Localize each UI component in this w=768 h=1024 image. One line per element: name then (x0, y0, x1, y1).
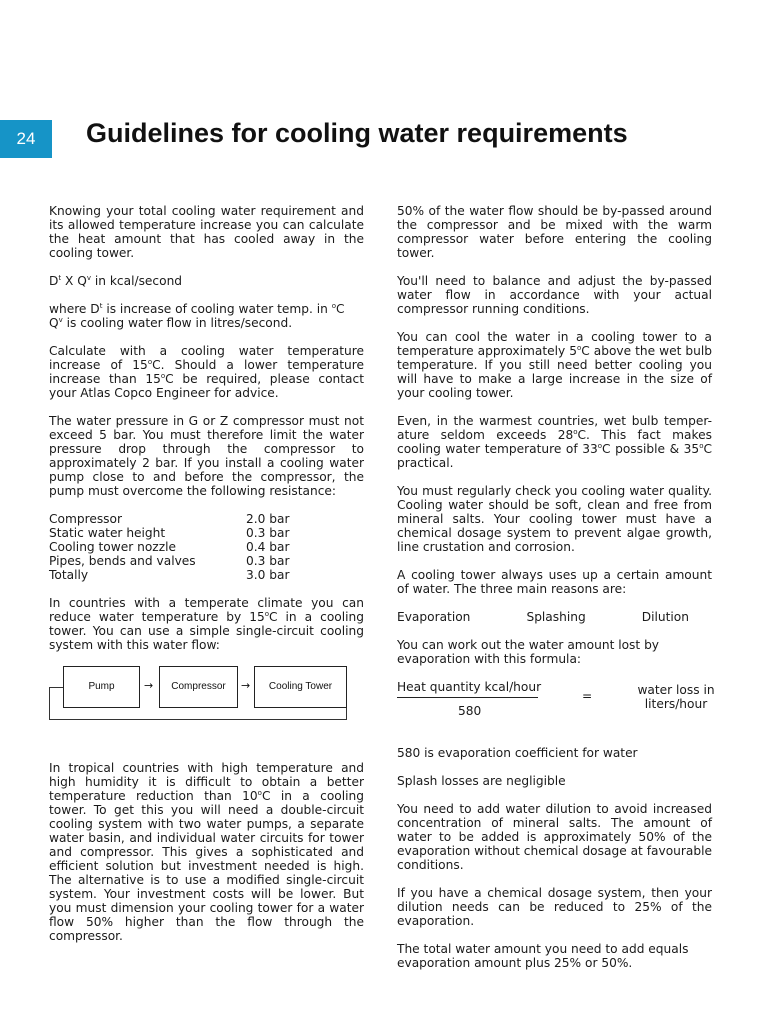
temperate-text-b: C in a cooling tower. You can use a simple single-circuit cooling system with this water flow: (49, 610, 364, 652)
degree-sup: o (264, 610, 270, 618)
calc-text-b: C. Should a lower temperature increase than 15 (49, 358, 365, 386)
evaporation-formula (397, 680, 715, 730)
where2-text-b: is cooling water flow in litres/second. (62, 316, 293, 330)
formula-sup-v: v (86, 274, 91, 282)
page-title: Guidelines for cooling water requirements (86, 118, 628, 148)
quality-paragraph: You must regularly check you cooling water quality. Cooling water should be soft, clean and free from mineral salts. Your cooling tower must have a chemical dosage system to prevent algae growth, line crustation and corrosion. (397, 484, 712, 554)
degree-sup: o (699, 442, 704, 450)
formula-result: water loss in liters/hour (637, 683, 715, 711)
wet-text-c: C possible & 35 (602, 442, 700, 456)
degree-sup: o (331, 302, 337, 310)
fraction-bar (397, 697, 538, 698)
resistance-name: Compressor (49, 512, 122, 526)
coefficient-note: 580 is evaporation coefficient for water (397, 746, 638, 760)
where-text-b: is increase of cooling water temp. in (102, 302, 332, 316)
table-row (49, 554, 289, 568)
temperate-text-a: In countries with a temperate climate you can reduce water temperature by 15 (49, 596, 364, 624)
pump-box: Pump (63, 666, 140, 708)
where-text-c: C (336, 302, 345, 316)
reason-item: Dilution (641, 610, 689, 624)
degree-sup: o (597, 442, 603, 450)
compressor-box: Compressor (159, 666, 238, 708)
splash-note: Splash losses are negligible (397, 774, 566, 788)
degree-sup: o (147, 358, 153, 366)
resistance-table (49, 512, 289, 582)
total-paragraph: The total water amount you need to add equals evaporation amount plus 25% or 50%. (397, 942, 689, 970)
where2-sup-v: v (58, 316, 63, 324)
balance-paragraph: You'll need to balance and adjust the by-passed water flow in accordance with your actual compressor running conditions. (397, 274, 712, 316)
arrow-right-icon: → (144, 679, 154, 692)
resistance-name: Pipes, bends and valves (49, 554, 196, 568)
where-line-2 (49, 316, 364, 330)
reason-item: Evaporation (397, 610, 471, 624)
where-text-a: where D (49, 302, 100, 316)
cooling-flow-diagram (49, 666, 364, 734)
dosage-paragraph: If you have a chemical dosage system, then your dilution needs can be reduced to 25% of the evaporation. (397, 886, 712, 928)
right-column (397, 204, 715, 984)
cool-paragraph (397, 330, 712, 400)
wet-text-d: C practical. (397, 442, 712, 470)
uses-water-paragraph: A cooling tower always uses up a certain amount of water. The three main reasons are: (397, 568, 712, 596)
cool-text-b: C above the wet bulb temperature. If you still need better cooling you will have to make a large increase in the size of your cooling tower. (397, 344, 712, 400)
tropical-text-b: C in a cooling tower. To get this you will need a double-circuit cooling system with two water pumps, a separate water basin, and individual water circuits for tower and compressor. This gives a sophisticated and efficient solution but investment needed is high. The alternative is to use a modified single-circuit system. Your investment costs will be lower. But you must dimension your cooling tower for a water flow 50% higher than the flow through the compressor. (49, 789, 364, 943)
heat-formula (49, 274, 364, 288)
degree-sup: o (160, 372, 166, 380)
left-column (49, 204, 364, 957)
where-line-1 (49, 302, 364, 316)
temperate-paragraph (49, 596, 364, 652)
formula-intro: You can work out the water amount lost by evaporation with this formula: (397, 638, 660, 666)
formula-units: in kcal/second (91, 274, 183, 288)
resistance-value: 0.3 bar (246, 526, 290, 540)
tropical-text-a: In tropical countries with high temperature and high humidity it is difficult to obtain a better temperature reduction than 10 (49, 761, 364, 803)
dilution-paragraph: You need to add water dilution to avoid increased concentration of mineral salts. The amount of water to be added is approximately 50% of the evaporation without chemical dosage at favourable conditions. (397, 802, 712, 872)
wet-text-a: Even, in the warmest countries, wet bulb temper-ature seldom exceeds 28 (397, 414, 712, 442)
degree-sup: o (576, 344, 582, 352)
formula-equals: = (582, 689, 593, 703)
resistance-value: 3.0 bar (246, 568, 290, 582)
degree-sup: o (257, 789, 262, 797)
intro-paragraph: Knowing your total cooling water requirement and its allowed temperature increase you can calculate the heat amount that has cooled away in the cooling tower. (49, 204, 364, 260)
resistance-value: 2.0 bar (246, 512, 290, 526)
reason-item: Splashing (526, 610, 586, 624)
resistance-value: 0.4 bar (246, 540, 290, 554)
formula-denominator: 580 (458, 704, 482, 718)
table-row (49, 512, 289, 526)
table-row (49, 526, 289, 540)
cooling-tower-box: Cooling Tower (254, 666, 347, 708)
reasons-list (397, 610, 689, 624)
table-row (49, 540, 289, 554)
calc-text-a: Calculate with a cooling water temperature increase of 15 (49, 344, 364, 372)
formula-sup-t: t (58, 274, 62, 282)
wet-text-b: C. This fact makes cooling water temperature of 33 (397, 428, 712, 456)
calculate-paragraph (49, 344, 364, 400)
resistance-name: Cooling tower nozzle (49, 540, 176, 554)
page-number-badge: 24 (0, 120, 52, 158)
cool-text-a: You can cool the water in a cooling tower to a temperature approximately 5 (397, 330, 712, 358)
formula-d: D (49, 274, 59, 288)
loop-stub-left (49, 687, 63, 688)
wet-bulb-paragraph (397, 414, 712, 470)
degree-sup: o (573, 428, 578, 436)
resistance-value: 0.3 bar (246, 554, 290, 568)
tropical-paragraph (49, 761, 364, 943)
where2-text-a: Q (49, 316, 59, 330)
table-row (49, 568, 289, 582)
formula-numerator: Heat quantity kcal/hour (397, 680, 542, 694)
bypass-paragraph: 50% of the water flow should be by-passed around the compressor and be mixed with the warm compressor water before entering the cooling tower. (397, 204, 712, 260)
calc-text-c: C be required, please contact your Atlas Copco Engineer for advice. (49, 372, 364, 400)
formula-q: X Q (61, 274, 87, 288)
resistance-name: Static water height (49, 526, 166, 540)
pressure-paragraph: The water pressure in G or Z compressor must not exceed 5 bar. You must therefore limit the water pressure drop through the compressor to approximately 2 bar. If you install a cooling water pump close to and before the compressor, the pump must overcome the following resistance: (49, 414, 364, 498)
where-sup-t: t (99, 302, 103, 310)
arrow-right-icon: → (241, 679, 251, 692)
resistance-name: Totally (49, 568, 89, 582)
